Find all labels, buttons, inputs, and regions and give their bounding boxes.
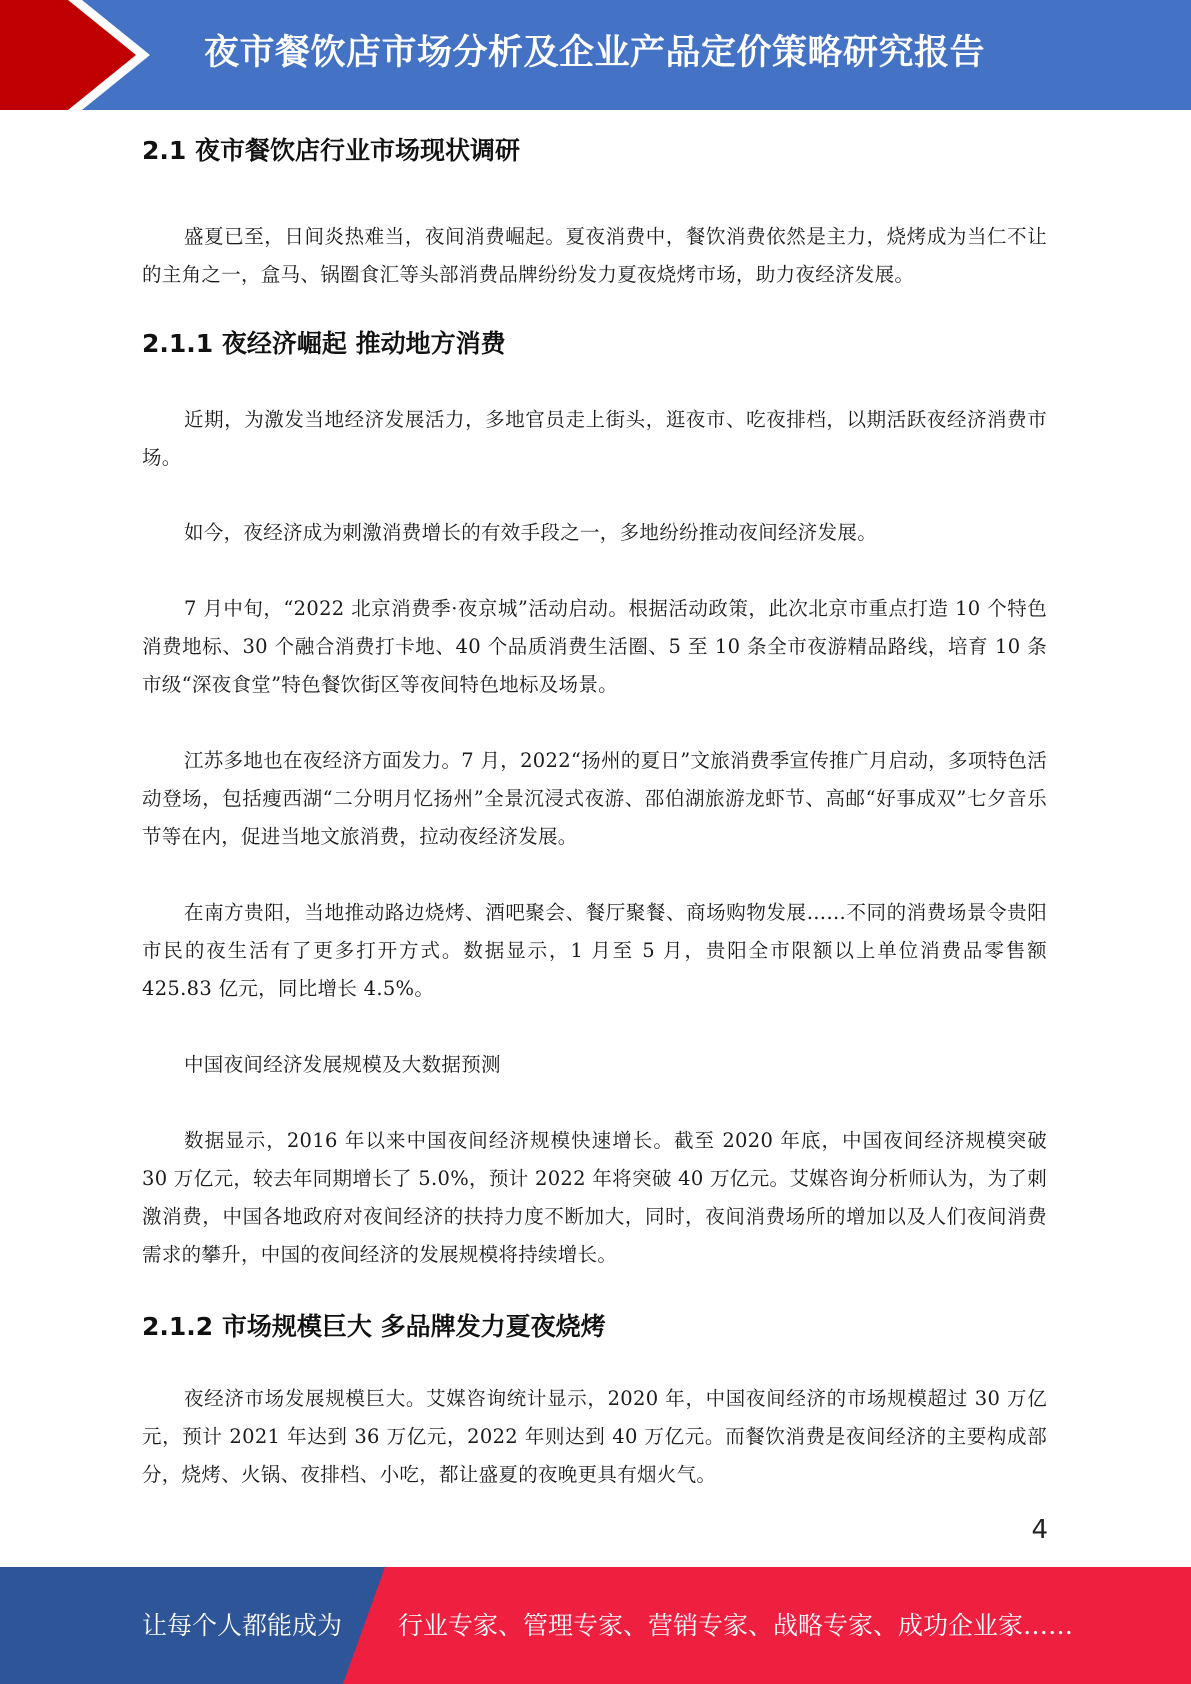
paragraph: 江苏多地也在夜经济方面发力。7 月，2022“扬州的夏日”文旅消费季宣传推广月启动，多项特色活动登场，包括瘦西湖“二分明月忆扬州”全景沉浸式夜游、邵伯湖旅游龙虾节、高邮“好事成双”七夕音乐节等在内，促进当地文旅消费，拉动夜经济发展。: [142, 749, 1047, 848]
footer-slogan-right: 行业专家、管理专家、营销专家、战略专家、成功企业家……: [398, 1611, 1074, 1640]
report-title: 夜市餐饮店市场分析及企业产品定价策略研究报告: [204, 33, 986, 73]
paragraph: 夜经济市场发展规模巨大。艾媒咨询统计显示，2020 年，中国夜间经济的市场规模超过 30 万亿元，预计 2021 年达到 36 万亿元，2022 年则达到 40 万亿元。而餐饮消费是夜间经济的主要构成部分，烧烤、火锅、夜排档、小吃，都让盛夏的夜晚更具有烟火气。: [142, 1387, 1047, 1486]
footer-banner: [0, 1567, 1191, 1684]
paragraph: 近期，为激发当地经济发展活力，多地官员走上街头，逛夜市、吃夜排档，以期活跃夜经济消费市场。: [142, 408, 1047, 469]
paragraph: 盛夏已至，日间炎热难当，夜间消费崛起。夏夜消费中，餐饮消费依然是主力，烧烤成为当仁不让的主角之一，盒马、锅圈食汇等头部消费品牌纷纷发力夏夜烧烤市场，助力夜经济发展。: [142, 225, 1047, 286]
paragraph: 7 月中旬，“2022 北京消费季·夜京城”活动启动。根据活动政策，此次北京市重点打造 10 个特色消费地标、30 个融合消费打卡地、40 个品质消费生活圈、5 至 10 条全市夜游精品路线，培育 10 条市级“深夜食堂”特色餐饮街区等夜间特色地标及场景。: [142, 597, 1047, 696]
paragraph: 数据显示，2016 年以来中国夜间经济规模快速增长。截至 2020 年底，中国夜间经济规模突破 30 万亿元，较去年同期增长了 5.0%，预计 2022 年将突破 40 万亿元。艾媒咨询分析师认为，为了刺激消费，中国各地政府对夜间经济的扶持力度不断加大，同时，夜间消费场所的增加以及人们夜间消费需求的攀升，中国的夜间经济的发展规模将持续增长。: [142, 1129, 1047, 1266]
paragraph: 中国夜间经济发展规模及大数据预测: [184, 1053, 501, 1076]
paragraph: 如今，夜经济成为刺激消费增长的有效手段之一，多地纷纷推动夜间经济发展。: [184, 521, 878, 544]
section-heading-2-1: 2.1 夜市餐饮店行业市场现状调研: [142, 136, 520, 165]
footer-slogan-left: 让每个人都能成为: [142, 1611, 343, 1640]
main-content: [142, 110, 1047, 1494]
section-heading-2-1-2: 2.1.2 市场规模巨大 多品牌发力夏夜烧烤: [142, 1312, 606, 1341]
section-heading-2-1-1: 2.1.1 夜经济崛起 推动地方消费: [142, 329, 506, 358]
page-number: 4: [1031, 1515, 1048, 1545]
paragraph: 在南方贵阳，当地推动路边烧烤、酒吧聚会、餐厅聚餐、商场购物发展……不同的消费场景令贵阳市民的夜生活有了更多打开方式。数据显示，1 月至 5 月，贵阳全市限额以上单位消费品零售额 425.83 亿元，同比增长 4.5%。: [142, 901, 1047, 1000]
header-banner: [0, 0, 1191, 110]
header-red-chevron: [0, 0, 140, 110]
